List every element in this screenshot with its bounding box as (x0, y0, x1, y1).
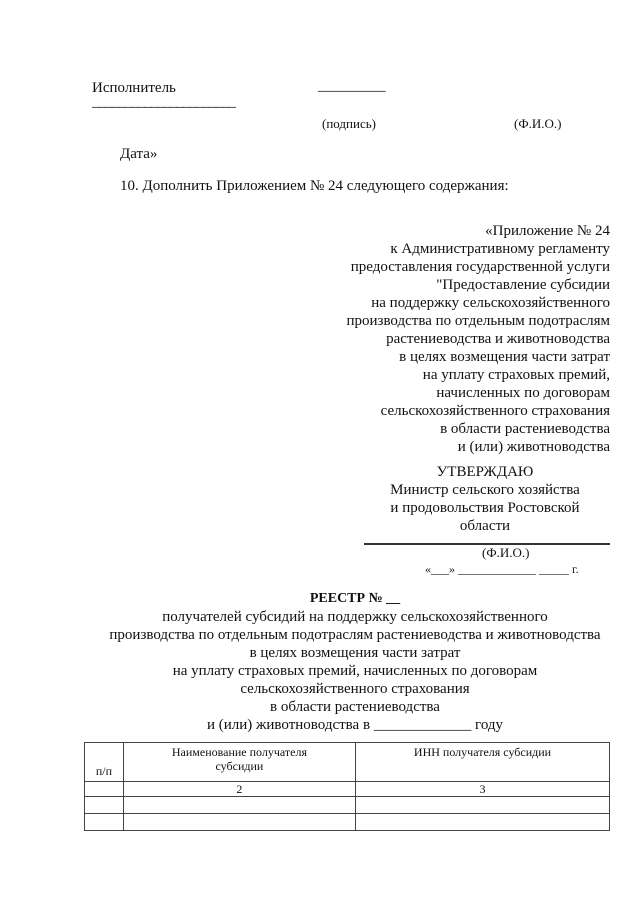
table-cell[interactable] (85, 814, 124, 831)
appendix-line: «Приложение № 24 (485, 223, 610, 239)
table-row (85, 814, 610, 831)
header-cell-inn: ИНН получателя субсидии (356, 743, 610, 782)
signature-caption: (подпись) (322, 116, 376, 131)
signature-blank: _________ (318, 78, 386, 94)
executor-label: Исполнитель (92, 80, 176, 96)
table-cell[interactable] (356, 814, 610, 831)
appendix-line: в целях возмещения части затрат (399, 349, 610, 365)
table-number-row (85, 782, 610, 797)
registry-table (84, 742, 610, 831)
registry-line: на уплату страховых премий, начисленных по договорам (172, 663, 538, 679)
table-header-row (85, 743, 610, 782)
registry-line: получателей субсидий на поддержку сельскохозяйственного (162, 609, 548, 625)
appendix-line: на поддержку сельскохозяйственного (371, 295, 610, 311)
approver-position: Министр сельского хозяйства (390, 482, 580, 498)
approver-position: области (459, 518, 511, 534)
table-cell[interactable] (356, 797, 610, 814)
appendix-line: и (или) животноводства (457, 439, 610, 455)
header-recipient-line: Наименование получателя (171, 745, 307, 759)
approval-block (368, 463, 602, 535)
header-recipient-line: субсидии (215, 759, 264, 773)
approval-date-line: «___» _____________ _____ г. (425, 562, 579, 576)
executor-name-blank: ______________________ (92, 94, 235, 110)
table-cell[interactable] (123, 814, 355, 831)
amendment-text: 10. Дополнить Приложением № 24 следующего содержания: (120, 178, 509, 194)
column-number-cell (85, 782, 124, 797)
approve-label: УТВЕРЖДАЮ (436, 464, 534, 480)
table-row (85, 797, 610, 814)
registry-line: производства по отдельным подотраслям растениеводства и животноводства (109, 627, 601, 643)
name-caption: (Ф.И.О.) (514, 116, 562, 131)
registry-title: РЕЕСТР № __ (309, 591, 401, 606)
registry-heading (92, 590, 618, 734)
registry-line: и (или) животноводства в _____________ году (206, 717, 504, 733)
appendix-line: к Административному регламенту (390, 241, 610, 257)
table-cell[interactable] (123, 797, 355, 814)
approver-name-caption: (Ф.И.О.) (482, 545, 530, 560)
column-number-cell: 3 (356, 782, 610, 797)
registry-line: в области растениеводства (270, 699, 440, 715)
appendix-line: "Предоставление субсидии (436, 277, 610, 293)
appendix-line: предоставления государственной услуги (350, 259, 610, 275)
appendix-line: на уплату страховых премий, (422, 367, 610, 383)
appendix-line: начисленных по договорам (436, 385, 610, 401)
registry-line: сельскохозяйственного страхования (240, 681, 470, 697)
approver-position: и продовольствия Ростовской (390, 500, 580, 516)
table-cell[interactable] (85, 797, 124, 814)
column-number-cell: 2 (123, 782, 355, 797)
date-label: Дата» (120, 146, 158, 162)
appendix-line: в области растениеводства (440, 421, 610, 437)
header-cell-number: п/п (85, 743, 124, 782)
registry-line: в целях возмещения части затрат (249, 645, 461, 661)
appendix-line: сельскохозяйственного страхования (380, 403, 610, 419)
appendix-heading (346, 222, 610, 456)
header-cell-recipient (123, 743, 355, 782)
appendix-line: растениеводства и животноводства (386, 331, 610, 347)
appendix-line: производства по отдельным подотраслям (346, 313, 610, 329)
